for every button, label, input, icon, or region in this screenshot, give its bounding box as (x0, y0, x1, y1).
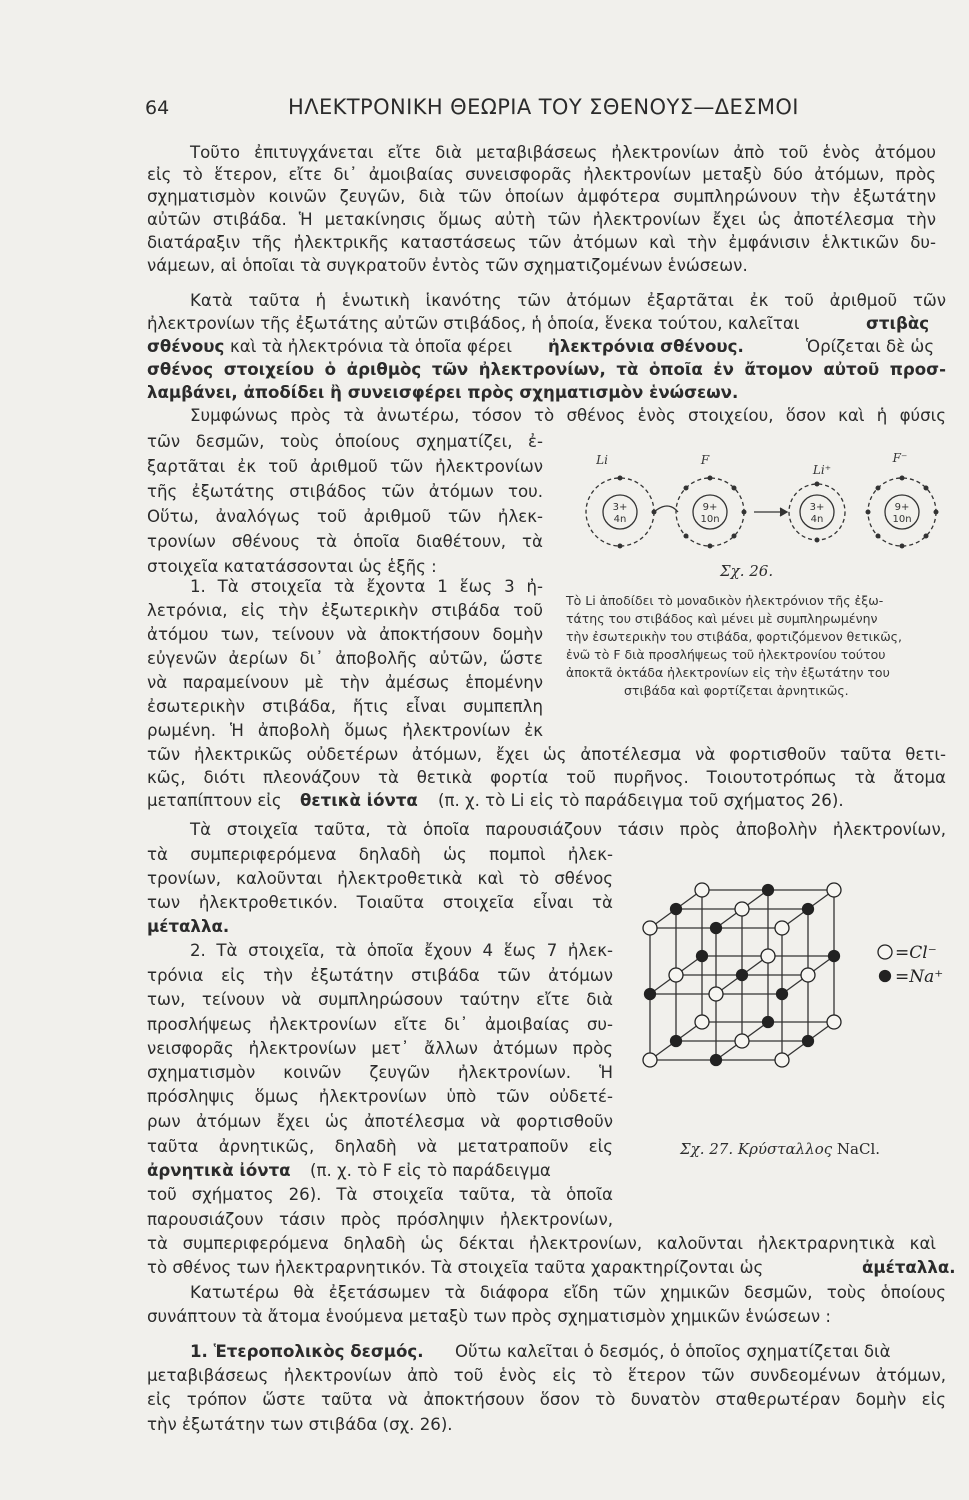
cl-ion (643, 1053, 657, 1067)
text-line: ξαρτᾶται ἐκ τοῦ ἀριθμοῦ τῶν ἠλεκτρονίων (147, 457, 543, 476)
electron (684, 534, 689, 539)
electron (924, 486, 929, 491)
text-line: ρων ἀτόμων ἔχει ὡς ἀποτέλεσμα νὰ φορτισθοῦν (147, 1112, 613, 1131)
text-line: Κατωτέρω θὰ ἐξετάσωμεν τὰ διάφορα εἴδη τῶν χημικῶν δεσμῶν, τοὺς ὁποίους (190, 1283, 946, 1302)
figure-27-number: Σχ. 27. (680, 1140, 734, 1158)
valence-electron (652, 510, 657, 515)
na-ion (711, 923, 722, 934)
li-ion-label: Li⁺ (812, 463, 832, 477)
li-label: Li (596, 453, 608, 467)
cl-ion (695, 883, 709, 897)
text-line: Ὁρίζεται δὲ ὡς (806, 337, 935, 356)
li-nucleus-neutrons: 4n (613, 514, 627, 525)
cl-ion (775, 921, 789, 935)
text-line: ἐσωτερικὴν στιβάδα, ἥτις εἶναι συμπεπλη (147, 697, 543, 716)
electron (618, 544, 623, 549)
cl-legend-marker (878, 945, 892, 959)
cl-ion (801, 968, 815, 982)
text-line: στοιχεῖα κατατάσσονται ὡς ἑξῆς : (147, 557, 437, 576)
figure-27-formula: NaCl. (836, 1140, 881, 1158)
na-ion (777, 989, 788, 1000)
electron (934, 510, 939, 515)
cl-ion (709, 987, 723, 1001)
text-line: των ἠλεκτροθετικόν. Τοιαῦτα στοιχεῖα εἶναι τὰ (147, 893, 613, 912)
li-ion-nucleus-neutrons: 4n (810, 514, 824, 525)
text-line: νάμεων, αἱ ὁποῖαι τὰ συγκρατοῦν ἐντὸς τῶν σχηματιζομένων ἑνώσεων. (147, 256, 748, 275)
electron (732, 486, 737, 491)
text-line: συνάπτουν τὰ ἄτομα ἑνούμενα μεταξὺ των πρὸς σχηματισμὸν χημικῶν ἑνώσεων : (147, 1307, 831, 1326)
f-ion-nucleus-neutrons: 10n (892, 514, 912, 525)
electron (618, 476, 623, 481)
bold-term: ἀρνητικὰ ἰόντα (147, 1161, 291, 1180)
text-line: τρονίων σθένους τὰ ὁποῖα διαθέτουν, τὰ (147, 532, 543, 551)
text-line: λετρόνια, εἰς τὴν ἐξωτερικὴν στιβάδα τοῦ (147, 601, 543, 620)
electron (876, 486, 881, 491)
text-line: Τοῦτο ἐπιτυγχάνεται εἴτε διὰ μεταβιβάσεως ἠλεκτρονίων ἀπὸ τοῦ ἑνὸς ἀτόμου (190, 143, 936, 162)
text-line: τὰ συμπεριφερόμενα δηλαδὴ ὡς δέκται ἠλεκτρονίων, καλοῦνται ἠλεκτραρνητικὰ καὶ (147, 1234, 936, 1253)
caption-line: ἐνῶ τὸ F διὰ προσλήψεως τοῦ ἠλεκτρονίου τούτου (566, 647, 886, 662)
text-line: Κατὰ ταῦτα ἡ ἑνωτικὴ ἱκανότης τῶν ἀτόμων ἐξαρτᾶται ἐκ τοῦ ἀριθμοῦ τῶν (190, 291, 946, 310)
figure-26-number: Σχ. 26. (720, 562, 774, 580)
cl-ion (827, 1015, 841, 1029)
figure-26-diagram (560, 450, 950, 560)
text-line: Οὕτω καλεῖται ὁ δεσμός, ὁ ὁποῖος σχηματίζεται διὰ (455, 1342, 891, 1361)
electron (866, 510, 871, 515)
text-line: ἠλεκτρονίων τῆς ἐξωτάτης αὐτῶν στιβάδος, ἡ ὁποία, ἕνεκα τούτου, καλεῖται (147, 314, 800, 333)
na-legend-marker (880, 971, 891, 982)
text-line: τρόνια εἰς τὴν ἐξωτάτην στιβάδα τῶν ἀτόμων (147, 966, 613, 985)
text-line: εἰς τρόπον ὥστε ταῦτα νὰ ἀποκτήσουν ὅσον τὸ δυνατὸν σταθερωτέραν δομὴν εἰς (147, 1390, 946, 1409)
figure-27-title: Κρύσταλλος (737, 1140, 833, 1158)
text-line: σχηματισμὸν κοινῶν ζευγῶν, διὰ τῶν ὁποίων ἀμφότερα συμπληρώνουν τὴν ἐξωτάτην (147, 187, 936, 206)
cl-ion (669, 968, 683, 982)
electron (900, 544, 905, 549)
text-line: Συμφώνως πρὸς τὰ ἀνωτέρω, τόσον τὸ σθένος ἑνὸς στοιχείου, ὅσον καὶ ἡ φύσις (190, 406, 946, 425)
text-line: (π. χ. τὸ Li εἰς τὸ παράδειγμα τοῦ σχήματος 26). (438, 791, 844, 810)
running-title: ΗΛΕΚΤΡΟΝΙΚΗ ΘΕΩΡΙΑ ΤΟΥ ΣΘΕΝΟΥΣ—ΔΕΣΜΟΙ (288, 95, 799, 119)
cl-ion (735, 1034, 749, 1048)
na-legend-label: =Na⁺ (895, 967, 944, 987)
na-ion (671, 904, 682, 915)
li-ion-nucleus-charge: 3+ (809, 502, 825, 513)
f-nucleus-neutrons: 10n (700, 514, 720, 525)
bold-term: στιβὰς (866, 314, 930, 333)
na-ion (645, 989, 656, 1000)
na-ion (711, 1055, 722, 1066)
caption-line: στιβάδα καὶ φορτίζεται ἀρνητικῶς. (624, 683, 849, 698)
text-line: τρονίων, καλοῦνται ἠλεκτροθετικὰ καὶ τὸ σθένος (147, 869, 613, 888)
text-line: Τὰ στοιχεῖα ταῦτα, τὰ ὁποῖα παρουσιάζουν τάσιν πρὸς ἀποβολὴν ἠλεκτρονίων, (190, 820, 946, 839)
na-ion (829, 951, 840, 962)
cl-ion (827, 883, 841, 897)
text-line: 1. Τὰ στοιχεῖα τὰ ἔχοντα 1 ἕως 3 ἠ- (190, 577, 543, 596)
na-ion (697, 951, 708, 962)
cl-ion (775, 1053, 789, 1067)
electron-transfer-arrow (654, 506, 678, 512)
figure-27-nacl-lattice (620, 830, 950, 1090)
li-nucleus-charge: 3+ (612, 502, 628, 513)
figure-27-caption (680, 1140, 880, 1158)
text-line: διατάραξιν τῆς ἠλεκτρικῆς καταστάσεως τῶν ἀτόμων καὶ τὴν ἐμφάνισιν ἑλκτικῶν δυ- (147, 233, 936, 252)
f-label: F (700, 453, 710, 467)
definition-line: σθένος στοιχείου ὁ ἀριθμὸς τῶν ἠλεκτρονίων, τὰ ὁποῖα ἐν ἄτομον αὐτοῦ προσ- (147, 360, 946, 379)
f-nucleus-charge: 9+ (702, 502, 718, 513)
na-ion (737, 970, 748, 981)
cl-legend-label: =Cl⁻ (895, 943, 937, 963)
cl-ion (735, 902, 749, 916)
text-line: τὰ συμπεριφερόμενα δηλαδὴ ὡς πομποὶ ἠλεκ- (147, 845, 613, 864)
na-ion (803, 1036, 814, 1047)
electron (900, 476, 905, 481)
section-heading: 1. Ἑτεροπολικὸς δεσμός. (190, 1342, 424, 1361)
cl-ion (695, 1015, 709, 1029)
caption-line: τὴν ἐσωτερικὴν του στιβάδα, φορτιζόμενον θετικῶς, (566, 629, 902, 644)
text-line: ρωμένη. Ἡ ἀποβολὴ ὅμως ἠλεκτρονίων ἐκ (147, 721, 543, 740)
text-line: (π. χ. τὸ F εἰς τὸ παράδειγμα (310, 1161, 551, 1180)
text-line: νεισφορᾶς ἠλεκτρονίων μετ᾽ ἄλλων ἀτόμων πρὸς (147, 1039, 613, 1058)
text-line: καὶ τὰ ἠλεκτρόνια τὰ ὁποῖα φέρει (230, 337, 513, 356)
electron (924, 534, 929, 539)
text-line: τὸ σθένος των ἠλεκτραρνητικόν. Τὰ στοιχεῖα ταῦτα χαρακτηρίζονται ὡς (147, 1258, 764, 1277)
text-line: πρόσληψις ὅμως ἠλεκτρονίων ὑπὸ τῶν οὐδετέ- (147, 1087, 613, 1106)
text-line: προσλήψεως ἠλεκτρονίων εἴτε δι᾽ ἀμοιβαίας συ- (147, 1015, 613, 1034)
bold-term: σθένους (147, 337, 225, 356)
text-line: τῶν ἠλεκτρικῶς οὐδετέρων ἀτόμων, ἔχει ὡς ἀποτέλεσμα νὰ φορτισθοῦν ταῦτα θετι- (147, 745, 946, 764)
caption-line: ἀποκτᾶ ὀκτάδα ἠλεκτρονίων εἰς τὴν ἐξωτάτην του (566, 665, 890, 680)
text-line: τοῦ σχήματος 26). Τὰ στοιχεῖα ταῦτα, τὰ ὁποῖα (147, 1185, 613, 1204)
text-line: 2. Τὰ στοιχεῖα, τὰ ὁποῖα ἔχουν 4 ἕως 7 ἠλεκ- (190, 941, 613, 960)
cl-ion (643, 921, 657, 935)
text-line: αὐτῶν στιβάδα. Ἡ μετακίνησις ὅμως αὐτὴ τῶν ἠλεκτρονίων ἔχει ὡς ἀποτέλεσμα τὴν (147, 210, 936, 229)
text-line: τὴν ἐξωτάτην των στιβάδα (σχ. 26). (147, 1415, 453, 1434)
text-line: μεταβιβάσεως ἠλεκτρονίων ἀπὸ τοῦ ἑνὸς εἰς τὸ ἕτερον τῶν συνδεομένων ἀτόμων, (147, 1366, 946, 1385)
text-line: ἀτόμου των, τείνουν νὰ ἀποκτήσουν δομὴν (147, 625, 543, 644)
bold-term: μέταλλα. (147, 917, 230, 936)
caption-line: τάτης του στιβάδος καὶ μένει μὲ συμπληρωμένην (566, 611, 878, 626)
electron (742, 510, 747, 515)
text-line: μεταπίπτουν εἰς (147, 791, 282, 810)
electron (708, 544, 713, 549)
f-ion-label: F⁻ (892, 451, 908, 465)
text-line: εὐγενῶν ἀερίων δι᾽ ἀποβολῆς αὐτῶν, ὥστε (147, 649, 543, 668)
text-line: τῶν δεσμῶν, τοὺς ὁποίους σχηματίζει, ἐ- (147, 432, 543, 451)
text-line: εἰς τὸ ἕτερον, εἴτε δι᾽ ἀμοιβαίας συνεισφορᾶς ἠλεκτρονίων μεταξὺ δύο ἀτόμων, πρὸς (147, 165, 936, 184)
f-ion-nucleus-charge: 9+ (894, 502, 910, 513)
electron (876, 534, 881, 539)
bold-term: θετικὰ ἰόντα (300, 791, 418, 810)
text-line: Οὕτω, ἀναλόγως τοῦ ἀριθμοῦ τῶν ἠλεκ- (147, 507, 543, 526)
electron (815, 482, 820, 487)
electron (684, 486, 689, 491)
text-line: κῶς, διότι πλεονάζουν τὰ θετικὰ φορτία τοῦ πυρῆνος. Τοιουτοτρόπως τὰ ἄτομα (147, 768, 946, 787)
text-line: τῆς ἐξωτάτης στιβάδος τῶν ἀτόμων του. (147, 482, 543, 501)
text-line: των, τείνουν νὰ συμπληρώσουν ταύτην εἴτε διὰ (147, 990, 613, 1009)
text-line: σχηματισμὸν κοινῶν ζευγῶν ἠλεκτρονίων. Ἡ (147, 1063, 613, 1082)
text-line: παρουσιάζουν τάσιν πρὸς πρόσληψιν ἠλεκτρονίων, (147, 1210, 613, 1229)
page-number: 64 (145, 97, 170, 119)
na-ion (671, 1036, 682, 1047)
text-line: ταῦτα ἀρνητικῶς, δηλαδὴ νὰ μετατραποῦν εἰς (147, 1137, 613, 1156)
text-line: νὰ παραμείνουν μὲ τὴν ἀμέσως ἑπομένην (147, 673, 543, 692)
bold-term: ἠλεκτρόνια σθένους. (548, 337, 744, 356)
cl-ion (761, 949, 775, 963)
electron (732, 534, 737, 539)
definition-line: λαμβάνει, ἀποδίδει ἢ συνεισφέρει πρὸς σχηματισμὸν ἑνώσεων. (147, 383, 739, 402)
electron (708, 476, 713, 481)
electron (815, 538, 820, 543)
na-ion (763, 885, 774, 896)
caption-line: Τὸ Li ἀποδίδει τὸ μοναδικὸν ἠλεκτρόνιον τῆς ἐξω- (566, 593, 884, 608)
bold-term: ἀμέταλλα. (862, 1258, 956, 1277)
na-ion (763, 1017, 774, 1028)
na-ion (803, 904, 814, 915)
